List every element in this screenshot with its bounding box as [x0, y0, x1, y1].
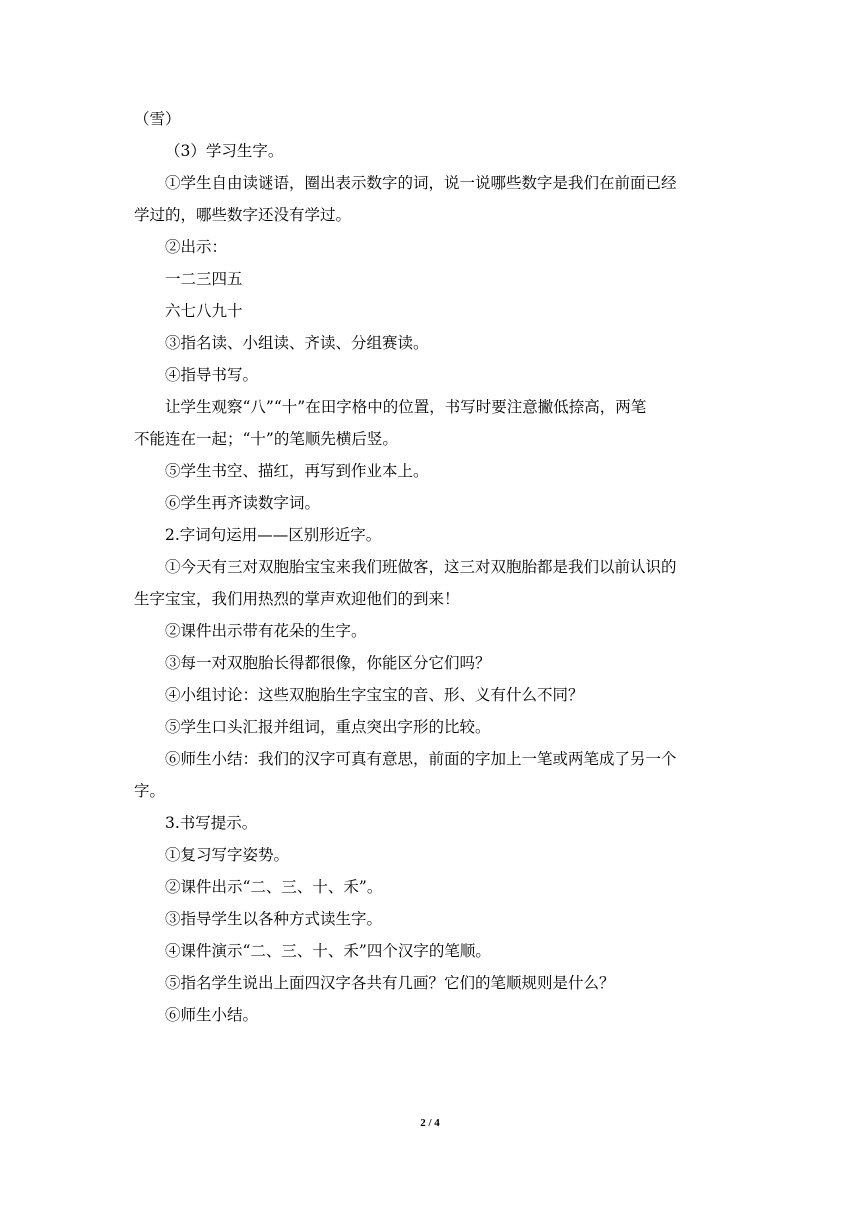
- paragraph-line: ①学生自由读谜语，圈出表示数字的词，说一说哪些数字是我们在前面已经: [165, 174, 677, 192]
- paragraph-line: ④课件演示“二、三、十、禾”四个汉字的笔顺。: [165, 942, 491, 960]
- paragraph-line: （雪）: [134, 110, 181, 128]
- paragraph-line: 学过的，哪些数字还没有学过。: [134, 206, 352, 224]
- paragraph-line: ②课件出示带有花朵的生字。: [165, 622, 367, 640]
- paragraph-line: ②课件出示“二、三、十、禾”。: [165, 878, 383, 896]
- paragraph-line: 六七八九十: [165, 302, 243, 320]
- paragraph-line: ③指名读、小组读、齐读、分组赛读。: [165, 334, 429, 352]
- paragraph-line: ④指导书写。: [165, 366, 259, 384]
- paragraph-line: 字。: [134, 782, 166, 800]
- paragraph-line: ⑥师生小结：我们的汉字可真有意思，前面的字加上一笔或两笔成了另一个: [165, 750, 677, 768]
- paragraph-line: ③每一对双胞胎长得都很像，你能区分它们吗？: [165, 654, 491, 672]
- paragraph-line: ②出示：: [165, 238, 228, 256]
- paragraph-line: 让学生观察“八”“十”在田字格中的位置，书写时要注意撇低捺高，两笔: [165, 398, 647, 416]
- paragraph-line: ④小组讨论：这些双胞胎生字宝宝的音、形、义有什么不同？: [165, 686, 584, 704]
- paragraph-line: ③指导学生以各种方式读生字。: [165, 910, 383, 928]
- paragraph-line: 2.字词句运用——区别形近字。: [165, 526, 382, 544]
- paragraph-line: ⑤学生书空、描红，再写到作业本上。: [165, 462, 429, 480]
- paragraph-line: ⑤指名学生说出上面四汉字各共有几画？它们的笔顺规则是什么？: [165, 974, 615, 992]
- paragraph-line: 生字宝宝，我们用热烈的掌声欢迎他们的到来！: [134, 590, 460, 608]
- document-body: [134, 104, 746, 1032]
- paragraph-line: ⑤学生口头汇报并组词，重点突出字形的比较。: [165, 718, 491, 736]
- paragraph-line: ⑥学生再齐读数字词。: [165, 494, 321, 512]
- page-number: 2 / 4: [420, 1117, 440, 1129]
- paragraph-line: 3.书写提示。: [165, 814, 258, 832]
- paragraph-line: 一二三四五: [165, 270, 243, 288]
- paragraph-line: 不能连在一起；“十”的笔顺先横后竖。: [134, 430, 398, 448]
- paragraph-line: ①复习写字姿势。: [165, 846, 290, 864]
- paragraph-line: （3）学习生字。: [165, 142, 284, 160]
- paragraph-line: ⑥师生小结。: [165, 1006, 259, 1024]
- paragraph-line: ①今天有三对双胞胎宝宝来我们班做客，这三对双胞胎都是我们以前认识的: [165, 558, 677, 576]
